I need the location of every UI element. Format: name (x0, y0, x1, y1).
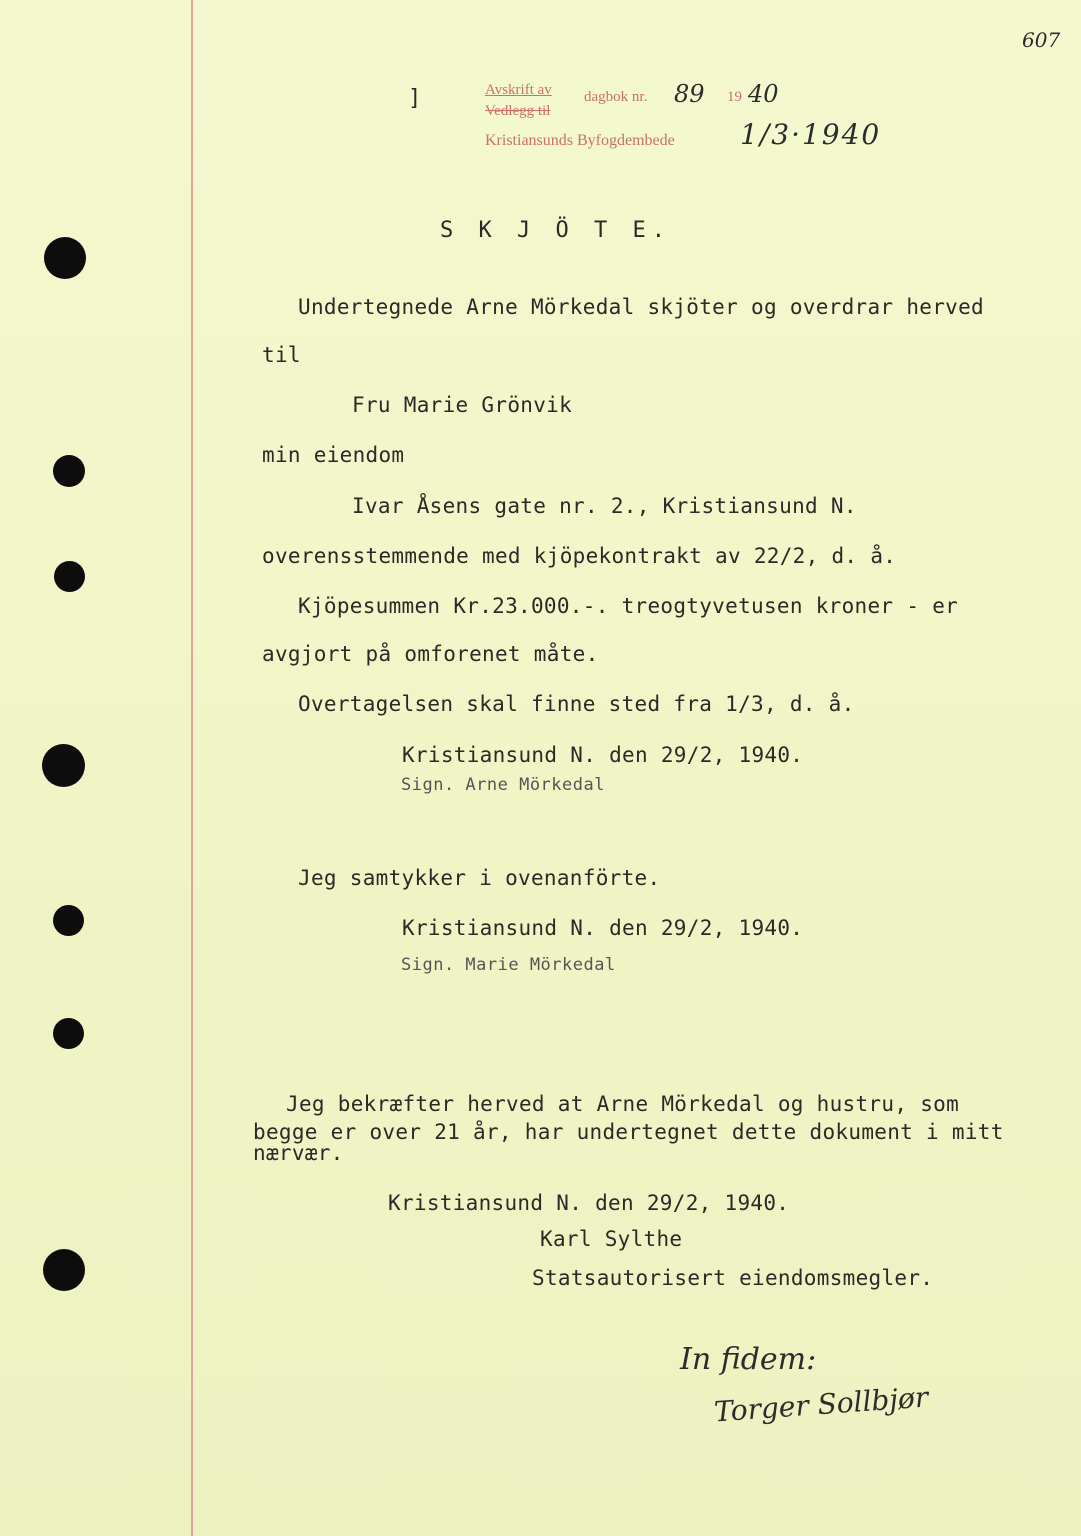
punch-hole (53, 1018, 84, 1049)
stamp-line-office: Kristiansunds Byfogdembede (485, 132, 675, 149)
punch-hole (43, 1249, 85, 1291)
punch-hole (53, 455, 85, 487)
line-15: Jeg bekræfter herved at Arne Mörkedal og hustru, som (286, 1092, 960, 1116)
line-19: Karl Sylthe (540, 1227, 683, 1251)
punch-hole (53, 905, 84, 936)
line-5: Ivar Åsens gate nr. 2., Kristiansund N. (352, 494, 857, 518)
line-20: Statsautorisert eiendomsmegler. (532, 1266, 934, 1290)
stamp-date: 1/3·1940 (740, 118, 882, 151)
page-number: 607 (1022, 28, 1061, 52)
punch-hole (44, 237, 86, 279)
line-10: Kristiansund N. den 29/2, 1940. (402, 743, 804, 767)
stamp-line-avskrift: Avskrift av (485, 82, 552, 98)
stamp-mark: ] (408, 86, 422, 111)
line-4: min eiendom (262, 443, 405, 467)
handwritten-in-fidem: In fidem: (680, 1342, 817, 1377)
stamp-line-vedlegg: Vedlegg til (485, 103, 551, 119)
stamp-year-written: 40 (748, 80, 779, 108)
line-6: overensstemmende med kjöpekontrakt av 22/2, d. å. (262, 544, 897, 568)
margin-rule (191, 0, 193, 1536)
line-17: nærvær. (253, 1141, 344, 1165)
punch-hole (54, 561, 85, 592)
line-18: Kristiansund N. den 29/2, 1940. (388, 1191, 790, 1215)
line-3: Fru Marie Grönvik (352, 393, 573, 417)
document-title: S K J Ö T E. (440, 218, 671, 243)
line-11: Sign. Arne Mörkedal (401, 775, 605, 795)
line-16: begge er over 21 år, har undertegnet dette dokument i mitt (253, 1120, 1004, 1144)
stamp-dagbok-number: 89 (674, 80, 705, 108)
line-12: Jeg samtykker i ovenanförte. (298, 866, 661, 890)
stamp-line-dagbok: dagbok nr. (584, 89, 648, 105)
line-9: Overtagelsen skal finne sted fra 1/3, d. å. (298, 692, 855, 716)
handwritten-signature: Torger Sollbjør (713, 1380, 930, 1429)
line-1: Undertegnede Arne Mörkedal skjöter og overdrar herved (298, 295, 984, 319)
line-2: til (262, 343, 301, 367)
punch-hole (42, 744, 85, 787)
line-7: Kjöpesummen Kr.23.000.-. treogtyvetusen kroner - er (298, 594, 959, 618)
line-13: Kristiansund N. den 29/2, 1940. (402, 916, 804, 940)
line-8: avgjort på omforenet måte. (262, 642, 599, 666)
line-14: Sign. Marie Mörkedal (401, 955, 616, 975)
stamp-year-printed: 19 (727, 89, 742, 105)
